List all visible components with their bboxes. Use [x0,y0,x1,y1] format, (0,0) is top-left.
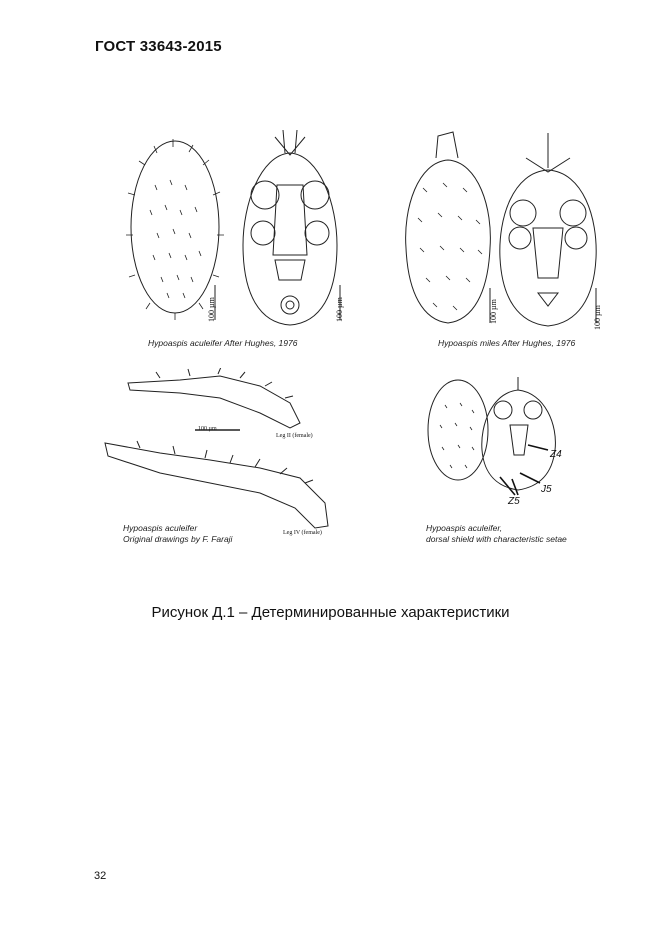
caption-bottom-left-line1: Hypoaspis aculeifer [123,523,198,533]
label-j5: J5 [541,484,552,495]
figure-bottom-left [100,368,350,538]
ventral-body-outline [243,153,337,325]
figure-top-left [115,125,355,335]
page-number: 32 [94,870,107,882]
leg-ii-label: Leg II (female) [276,433,313,439]
caption-top-right: Hypoaspis miles After Hughes, 1976 [438,338,576,348]
scale-bar-label: 100 µm [198,426,217,432]
dorsal-shield-outline [406,160,491,323]
dorsal-shield-outline [428,380,488,480]
figure-caption: Рисунок Д.1 – Детерминированные характеристики [151,604,510,621]
ventral-body-outline [500,170,596,326]
ventral-body-outline [482,390,556,490]
scale-bar-label: 100 µm [207,297,216,322]
label-z4: Z4 [550,449,562,460]
scale-bar-label: 100 µm [593,305,602,330]
caption-bottom-left-line2: Original drawings by F. Faraji [123,534,233,544]
label-z5: Z5 [508,496,520,507]
leg-iv-label: Leg IV (female) [283,530,322,536]
caption-top-left: Hypoaspis aculeifer After Hughes, 1976 [148,338,298,348]
leg-iv-drawing [105,443,328,528]
caption-bottom-right-line2: dorsal shield with characteristic setae [426,534,567,544]
scale-bar-label: 100 µm [489,299,498,324]
dorsal-shield-outline [131,141,219,313]
document-number: ГОСТ 33643-2015 [95,38,222,55]
scale-bar-label: 100 µm [335,297,344,322]
figure-top-right [398,128,608,333]
leg-ii-drawing [128,376,300,428]
caption-bottom-right-line1: Hypoaspis aculeifer, [426,523,503,533]
